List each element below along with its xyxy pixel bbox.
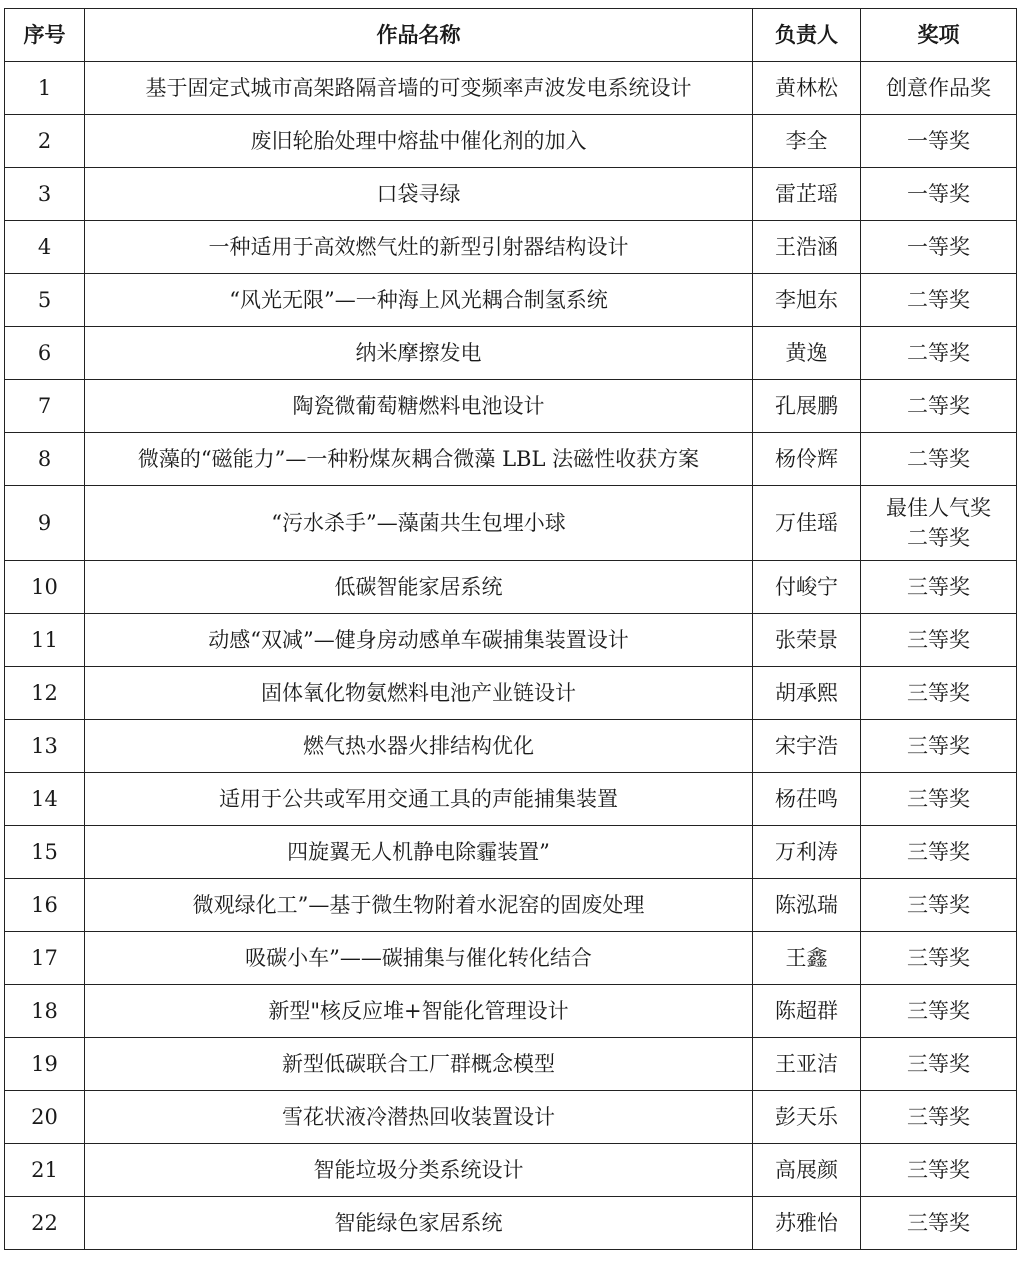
row-name: 燃气热水器火排结构优化: [85, 720, 753, 773]
row-owner: 黄林松: [753, 62, 861, 115]
award-label: 一等奖: [907, 129, 970, 153]
row-num: 6: [5, 327, 85, 380]
row-num: 17: [5, 932, 85, 985]
row-num: 22: [5, 1197, 85, 1250]
row-num: 16: [5, 879, 85, 932]
row-name: 废旧轮胎处理中熔盐中催化剂的加入: [85, 115, 753, 168]
row-num: 15: [5, 826, 85, 879]
row-award: [861, 773, 1017, 826]
award-label: 二等奖: [907, 394, 970, 418]
table-row: [5, 168, 1017, 221]
row-owner: 李全: [753, 115, 861, 168]
award-label: 三等奖: [907, 575, 970, 599]
row-num: 13: [5, 720, 85, 773]
row-award: [861, 1091, 1017, 1144]
award-label: 三等奖: [907, 681, 970, 705]
table-row: [5, 720, 1017, 773]
row-owner: 苏雅怡: [753, 1197, 861, 1250]
table-row: [5, 380, 1017, 433]
row-name: 纳米摩擦发电: [85, 327, 753, 380]
row-owner: 黄逸: [753, 327, 861, 380]
row-award: [861, 274, 1017, 327]
row-num: 12: [5, 667, 85, 720]
header-num: 序号: [5, 9, 85, 62]
award-label: 三等奖: [907, 1211, 970, 1235]
row-num: 10: [5, 561, 85, 614]
award-label: 三等奖: [907, 893, 970, 917]
row-name: 基于固定式城市高架路隔音墙的可变频率声波发电系统设计: [85, 62, 753, 115]
table-row: [5, 1144, 1017, 1197]
row-owner: 陈超群: [753, 985, 861, 1038]
row-award: [861, 433, 1017, 486]
row-owner: 孔展鹏: [753, 380, 861, 433]
row-num: 20: [5, 1091, 85, 1144]
row-award: [861, 486, 1017, 561]
row-award: [861, 1197, 1017, 1250]
award-label: 三等奖: [907, 840, 970, 864]
award-label: 最佳人气奖: [886, 496, 991, 520]
row-name: 微观绿化工”—基于微生物附着水泥窑的固废处理: [85, 879, 753, 932]
row-name: “污水杀手”—藻菌共生包埋小球: [85, 486, 753, 561]
row-num: 18: [5, 985, 85, 1038]
row-award: [861, 115, 1017, 168]
award-label: 一等奖: [907, 235, 970, 259]
row-owner: 王亚洁: [753, 1038, 861, 1091]
award-label: 二等奖: [907, 447, 970, 471]
row-owner: 李旭东: [753, 274, 861, 327]
table-body: [5, 62, 1017, 1250]
row-name: 适用于公共或军用交通工具的声能捕集装置: [85, 773, 753, 826]
row-num: 19: [5, 1038, 85, 1091]
table-row: [5, 221, 1017, 274]
award-label: 三等奖: [907, 628, 970, 652]
row-owner: 陈泓瑞: [753, 879, 861, 932]
row-name: 智能垃圾分类系统设计: [85, 1144, 753, 1197]
row-name: 新型"核反应堆+智能化管理设计: [85, 985, 753, 1038]
row-owner: 张荣景: [753, 614, 861, 667]
table-row: [5, 327, 1017, 380]
award-label: 三等奖: [907, 1052, 970, 1076]
row-owner: 彭天乐: [753, 1091, 861, 1144]
award-label: 三等奖: [907, 999, 970, 1023]
award-label: 创意作品奖: [886, 76, 991, 100]
table-row: [5, 879, 1017, 932]
table-row: [5, 62, 1017, 115]
header-row: [5, 9, 1017, 62]
award-label: 二等奖: [907, 341, 970, 365]
row-award: [861, 62, 1017, 115]
award-label: 三等奖: [907, 1158, 970, 1182]
table-row: [5, 614, 1017, 667]
row-num: 3: [5, 168, 85, 221]
row-name: 智能绿色家居系统: [85, 1197, 753, 1250]
row-award: [861, 221, 1017, 274]
row-name: 口袋寻绿: [85, 168, 753, 221]
table-row: [5, 486, 1017, 561]
table-row: [5, 773, 1017, 826]
table-row: [5, 115, 1017, 168]
row-num: 1: [5, 62, 85, 115]
table-row: [5, 1038, 1017, 1091]
row-num: 11: [5, 614, 85, 667]
row-award: [861, 327, 1017, 380]
row-name: “风光无限”—一种海上风光耦合制氢系统: [85, 274, 753, 327]
row-owner: 万佳瑶: [753, 486, 861, 561]
row-num: 14: [5, 773, 85, 826]
row-owner: 宋宇浩: [753, 720, 861, 773]
row-num: 5: [5, 274, 85, 327]
table-row: [5, 1197, 1017, 1250]
row-num: 4: [5, 221, 85, 274]
row-owner: 胡承熙: [753, 667, 861, 720]
row-name: 四旋翼无人机静电除霾装置”: [85, 826, 753, 879]
row-num: 2: [5, 115, 85, 168]
table-row: [5, 561, 1017, 614]
award-label: 二等奖: [907, 288, 970, 312]
row-award: [861, 879, 1017, 932]
header-name: 作品名称: [85, 9, 753, 62]
award-label: 三等奖: [907, 1105, 970, 1129]
row-num: 9: [5, 486, 85, 561]
award-label: 三等奖: [907, 946, 970, 970]
row-owner: 高展颜: [753, 1144, 861, 1197]
row-owner: 王浩涵: [753, 221, 861, 274]
header-owner: 负责人: [753, 9, 861, 62]
row-award: [861, 667, 1017, 720]
row-owner: 雷芷瑶: [753, 168, 861, 221]
award-label: 三等奖: [907, 787, 970, 811]
row-award: [861, 561, 1017, 614]
table-row: [5, 274, 1017, 327]
row-name: 吸碳小车”——碳捕集与催化转化结合: [85, 932, 753, 985]
row-name: 动感“双减”—健身房动感单车碳捕集装置设计: [85, 614, 753, 667]
row-num: 21: [5, 1144, 85, 1197]
award-label: 三等奖: [907, 734, 970, 758]
row-name: 固体氧化物氨燃料电池产业链设计: [85, 667, 753, 720]
header-award: 奖项: [861, 9, 1017, 62]
row-award: [861, 1144, 1017, 1197]
row-name: 一种适用于高效燃气灶的新型引射器结构设计: [85, 221, 753, 274]
row-owner: 杨茌鸣: [753, 773, 861, 826]
row-name: 新型低碳联合工厂群概念模型: [85, 1038, 753, 1091]
row-award: [861, 985, 1017, 1038]
table-row: [5, 932, 1017, 985]
table-row: [5, 985, 1017, 1038]
table-row: [5, 667, 1017, 720]
row-owner: 万利涛: [753, 826, 861, 879]
row-name: 陶瓷微葡萄糖燃料电池设计: [85, 380, 753, 433]
award-label: 二等奖: [907, 526, 970, 550]
table-row: [5, 433, 1017, 486]
row-name: 雪花状液冷潜热回收装置设计: [85, 1091, 753, 1144]
row-award: [861, 720, 1017, 773]
row-award: [861, 932, 1017, 985]
row-award: [861, 826, 1017, 879]
row-award: [861, 380, 1017, 433]
row-name: 低碳智能家居系统: [85, 561, 753, 614]
row-name: 微藻的“磁能力”—一种粉煤灰耦合微藻 LBL 法磁性收获方案: [85, 433, 753, 486]
row-award: [861, 1038, 1017, 1091]
row-award: [861, 614, 1017, 667]
row-num: 8: [5, 433, 85, 486]
row-num: 7: [5, 380, 85, 433]
table-row: [5, 826, 1017, 879]
row-owner: 王鑫: [753, 932, 861, 985]
row-owner: 付峻宁: [753, 561, 861, 614]
table-row: [5, 1091, 1017, 1144]
row-award: [861, 168, 1017, 221]
award-label: 一等奖: [907, 182, 970, 206]
awards-table: [4, 8, 1017, 1250]
row-owner: 杨伶辉: [753, 433, 861, 486]
